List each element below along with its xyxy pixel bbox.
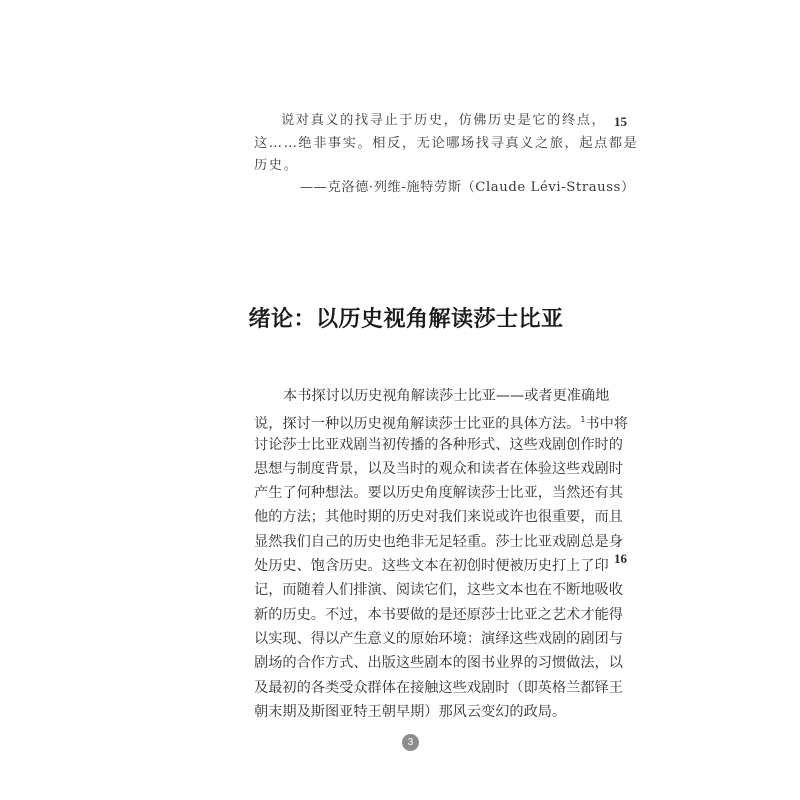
body-line: 显然我们自己的历史也绝非无足轻重。莎士比亚戏剧总是身: [254, 533, 623, 550]
body-line: 及最初的各类受众群体在接触这些戏剧时（即英格兰都铎王: [254, 679, 623, 696]
body-line-text: 书中将: [585, 416, 628, 433]
body-line: 产生了何种想法。要以历史角度解读莎士比亚，当然还有其: [254, 485, 623, 502]
body-line: 本书探讨以历史视角解读莎士比亚——或者更准确地: [283, 388, 610, 404]
body-line-text: 说，探讨一种以历史视角解读莎士比亚的具体方法。: [254, 416, 581, 433]
epigraph-line: 历史。: [254, 158, 299, 173]
footnote-marker[interactable]: 1: [580, 415, 586, 425]
body-line: 讨论莎士比亚戏剧当初传播的各种形式、这些戏剧创作时的: [254, 436, 623, 453]
body-line: 记，而随着人们排演、阅读它们，这些文本也在不断地吸收: [254, 582, 623, 599]
body-line: 剧场的合作方式、出版这些剧本的图书业界的习惯做法，以: [254, 655, 623, 672]
chapter-title: 绪论：以历史视角解读莎士比亚: [248, 306, 564, 332]
body-line: 处历史、饱含历史。这些文本在初创时便被历史打上了印: [254, 558, 609, 575]
body-line: 思想与制度背景，以及当时的观众和读者在体验这些戏剧时: [254, 460, 623, 477]
body-line: [254, 408, 628, 433]
epigraph-attribution: ——克洛德·列维-施特劳斯（Claude Lévi-Strauss）: [300, 180, 635, 195]
epigraph-line: 这……绝非事实。相反，无论哪场找寻真义之旅，起点都是: [254, 135, 639, 151]
body-line: 他的方法；其他时期的历史对我们来说或许也很重要，而且: [254, 509, 623, 526]
body-line: 朝末期及斯图亚特王朝早期）那风云变幻的政局。: [254, 703, 567, 720]
body-line: 以实现、得以产生意义的原始环境：演绎这些戏剧的剧团与: [254, 630, 623, 647]
body-line: 新的历史。不过，本书要做的是还原莎士比亚之艺术才能得: [254, 606, 623, 623]
margin-page-marker: 15: [614, 114, 627, 129]
epigraph-line: 说对真义的找寻止于历史，仿佛历史是它的终点，: [281, 113, 607, 128]
margin-page-marker: 16: [614, 551, 627, 566]
page-number-badge: 3: [402, 734, 419, 751]
